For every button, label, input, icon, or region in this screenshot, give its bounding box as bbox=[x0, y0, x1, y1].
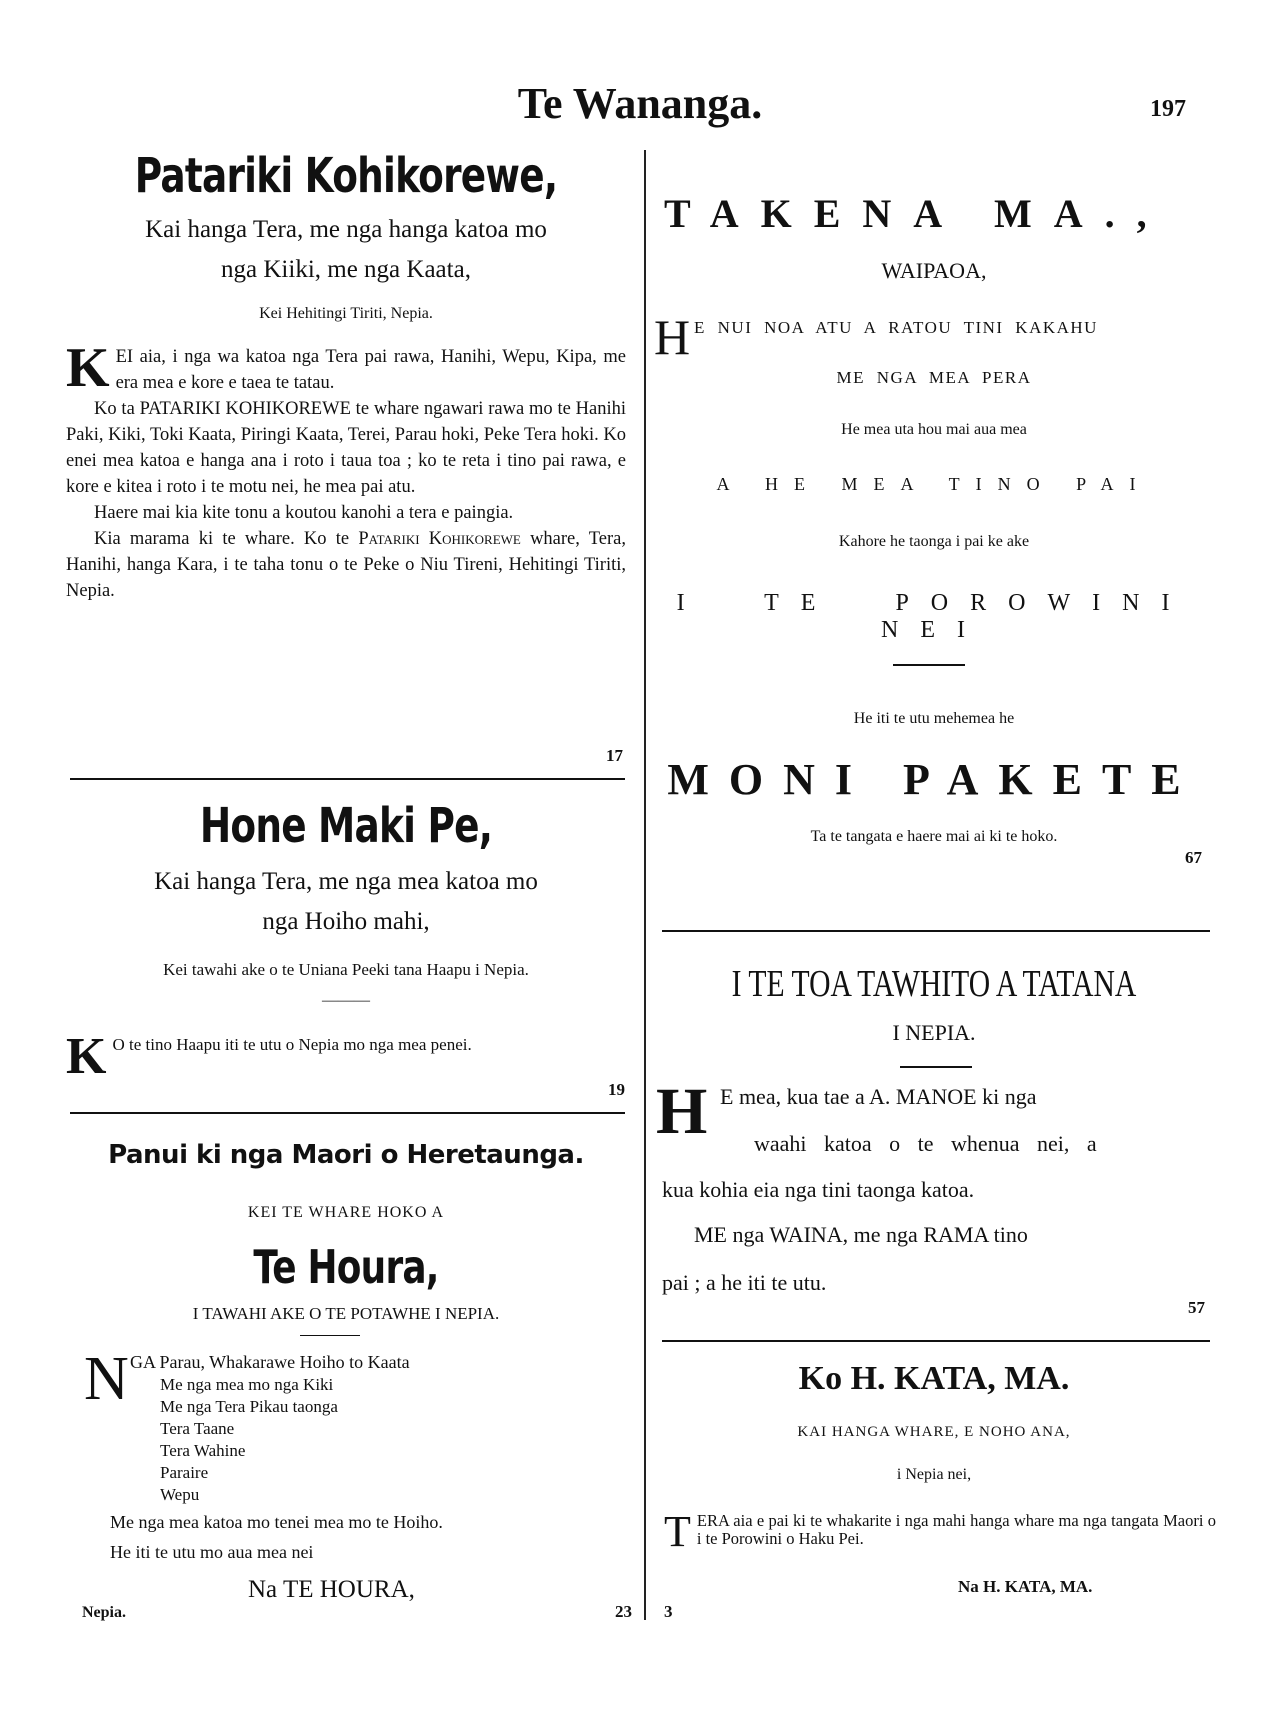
ad-number: 67 bbox=[1185, 848, 1202, 867]
ad-signature: Na TE HOURA, bbox=[248, 1576, 415, 1603]
ad-sub: KAI HANGA WHARE, E NOHO ANA, bbox=[797, 1424, 1071, 1440]
page-number: 197 bbox=[1150, 96, 1186, 122]
divider bbox=[300, 1335, 360, 1336]
list-item: Tera Wahine bbox=[160, 1441, 246, 1460]
ad-number: 17 bbox=[606, 746, 623, 765]
ad-line: Kahore he taonga i pai ke ake bbox=[838, 533, 1030, 550]
ad-line: He iti te utu mo aua mea nei bbox=[110, 1542, 314, 1562]
ad-heading-kata: Ko H. KATA, MA. bbox=[798, 1360, 1070, 1397]
ad-line: Me nga mea katoa mo tenei mea mo te Hoiho. bbox=[110, 1512, 443, 1532]
ad-body: TERA aia e pai ki te whakarite i nga mahi hanga whare ma nga tangata Maori o i te Porowini o Haku Pei. bbox=[664, 1507, 1216, 1556]
drop-cap: H bbox=[654, 309, 691, 365]
list-item: Me nga Tera Pikau taonga bbox=[160, 1397, 338, 1416]
divider bbox=[70, 778, 625, 780]
ad-line: ME nga WAINA, me nga RAMA tino bbox=[694, 1222, 1028, 1247]
list-first-line: GA Parau, Whakarawe Hoiho to Kaata bbox=[130, 1352, 410, 1372]
ad-heading-patariki: Patariki Kohikorewe, bbox=[134, 148, 558, 204]
item-list bbox=[160, 1374, 338, 1506]
divider bbox=[662, 1340, 1210, 1342]
ad-line: I TE POROWINI NEI bbox=[676, 590, 1192, 643]
list-item: Tera Taane bbox=[160, 1419, 235, 1438]
ad-heading-hone: Hone Maki Pe, bbox=[199, 798, 493, 854]
ad-body: K O te tino Haapu iti te utu o Nepia mo nga mea penei. bbox=[66, 1028, 472, 1085]
ad-place: Nepia. bbox=[82, 1604, 126, 1621]
ad-place: I NEPIA. bbox=[892, 1020, 976, 1045]
ad-line: ME NGA MEA PERA bbox=[836, 368, 1032, 387]
ad-line: A HE MEA TINO PAI bbox=[716, 474, 1152, 494]
list-item: Paraire bbox=[160, 1463, 209, 1482]
ad-line: E mea, kua tae a A. MANOE ki nga bbox=[720, 1084, 1037, 1109]
ad-heading-takena: TAKENA MA., bbox=[664, 191, 1169, 236]
paragraph: EI aia, i nga wa katoa nga Tera pai rawa, Hanihi, Wepu, Kipa, me era mea e kore e taea te tatau. bbox=[115, 347, 626, 393]
list-item: Me nga mea mo nga Kiki bbox=[160, 1375, 334, 1394]
drop-cap: N bbox=[84, 1345, 129, 1413]
divider bbox=[662, 930, 1210, 932]
ad-line: pai ; a he iti te utu. bbox=[662, 1270, 827, 1295]
ad-line: He mea uta hou mai aua mea bbox=[841, 421, 1027, 438]
dash-divider: ——— bbox=[322, 992, 370, 1009]
list-item: Wepu bbox=[160, 1485, 200, 1504]
drop-cap: T bbox=[664, 1507, 691, 1556]
ad-place: i Nepia nei, bbox=[896, 1466, 972, 1483]
divider bbox=[70, 1112, 625, 1114]
ad-number: 19 bbox=[608, 1080, 625, 1099]
ad-subheading: Kai hanga Tera, me nga mea katoa mo bbox=[154, 868, 538, 895]
ad-line-moni-pakete: MONI PAKETE bbox=[667, 755, 1201, 804]
ad-body bbox=[66, 337, 626, 604]
divider bbox=[900, 1066, 972, 1068]
ad-subheading: nga Kiiki, me nga Kaata, bbox=[221, 256, 471, 283]
drop-cap: K bbox=[66, 337, 110, 399]
ad-line: He iti te utu mehemea he bbox=[853, 710, 1015, 727]
ad-number: 3 bbox=[664, 1602, 673, 1621]
ad-line: Ta te tangata e haere mai ai ki te hoko. bbox=[810, 828, 1058, 845]
ad-line: E NUI NOA ATU A RATOU TINI KAKAHU bbox=[694, 318, 1098, 337]
ad-place: WAIPAOA, bbox=[881, 258, 987, 283]
ad-address: Kei tawahi ake o te Uniana Peeki tana Haapu i Nepia. bbox=[163, 960, 529, 979]
ad-line: kua kohia eia nga tini taonga katoa. bbox=[662, 1177, 975, 1202]
paragraph: Haere mai kia kite tonu a koutou kanohi a tera e paingia. bbox=[94, 503, 514, 523]
ad-signature: Na H. KATA, MA. bbox=[958, 1577, 1093, 1596]
divider bbox=[893, 664, 965, 666]
ad-heading-toa: I TE TOA TAWHITO A TATANA bbox=[731, 963, 1137, 1005]
ad-heading-panui: Panui ki nga Maori o Heretaunga. bbox=[108, 1140, 584, 1170]
column-divider bbox=[644, 150, 646, 1620]
ad-address: Kei Hehitingi Tiriti, Nepia. bbox=[259, 305, 433, 322]
masthead-title: Te Wananga. bbox=[517, 79, 763, 128]
drop-cap: H bbox=[656, 1075, 708, 1148]
ad-number: 57 bbox=[1188, 1298, 1205, 1317]
ad-subheading: nga Hoiho mahi, bbox=[262, 908, 430, 935]
paragraph: Ko ta PATARIKI KOHIKOREWE te whare ngawari rawa mo te Hanihi Paki, Kiki, Toki Kaata, Piringi Kaata, Terei, Parau hoki, Peke Tera hoki. Ko enei mea katoa e hanga ana i roto i taua toa ; ko te reta i tino pai rawa, e kore e kitea i roto i te motu nei, he mea pai atu. bbox=[66, 399, 626, 497]
ad-subheading: Kai hanga Tera, me nga hanga katoa mo bbox=[145, 216, 547, 243]
ad-pre: KEI TE WHARE HOKO A bbox=[247, 1204, 445, 1221]
paragraph: Kia marama ki te whare. Ko te Patariki Kohikorewe whare, Tera, Hanihi, hanga Kara, i te taha tonu o te Peke o Niu Tireni, Hehitingi Tiriti, Nepia. bbox=[66, 529, 626, 601]
ad-name: Te Houra, bbox=[253, 1240, 439, 1294]
ad-line: waahi katoa o te whenua nei, a bbox=[754, 1131, 1097, 1156]
drop-cap: K bbox=[66, 1028, 107, 1085]
ad-number: 23 bbox=[615, 1602, 632, 1621]
ad-location: I TAWAHI AKE O TE POTAWHE I NEPIA. bbox=[192, 1304, 500, 1323]
